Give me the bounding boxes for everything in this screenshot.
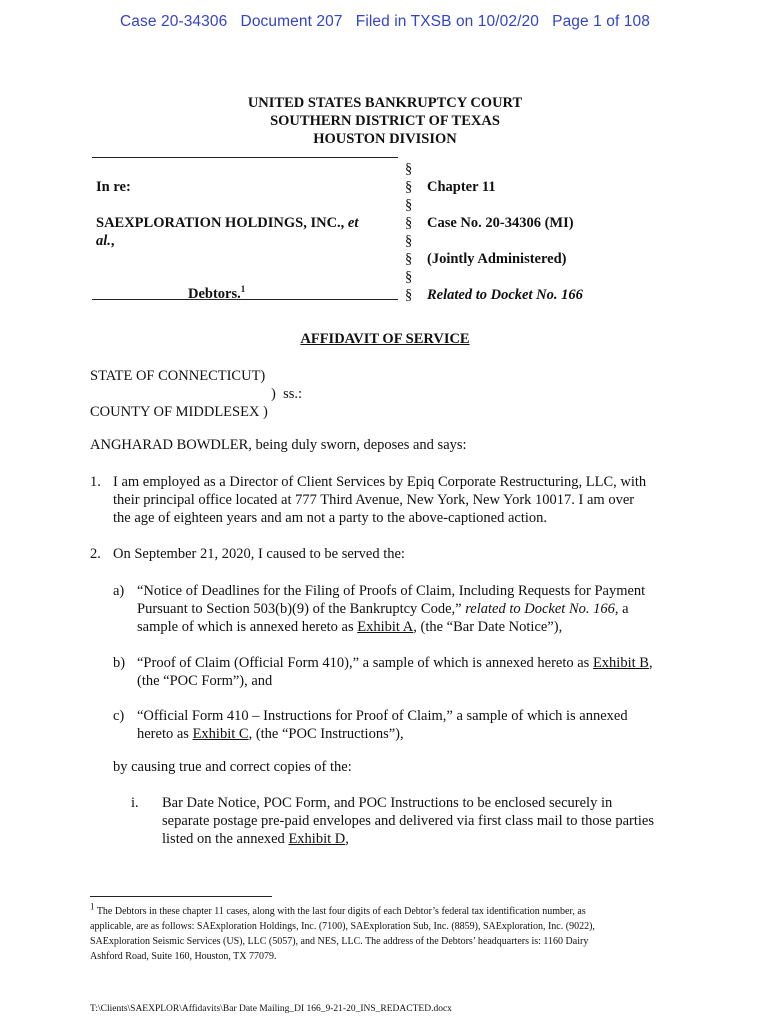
court-name: UNITED STATES BANKRUPTCY COURT	[247, 95, 523, 111]
exhibit-a-link: Exhibit A	[357, 619, 414, 635]
item-i-line: separate postage pre-paid envelopes and delivered via first class mail to those parties	[162, 813, 655, 829]
exhibit-b-link: Exhibit B	[592, 655, 649, 671]
affiant-intro: ANGHARAD BOWDLER, being duly sworn, deposes and says:	[90, 437, 467, 453]
jointly-administered: (Jointly Administered)	[427, 251, 567, 267]
item-c-line: hereto as Exhibit C, (the “POC Instructions”),	[137, 726, 404, 742]
footnote-rule	[90, 896, 272, 897]
in-re-label: In re:	[96, 179, 131, 195]
venue-ss: ) ss.:	[271, 386, 303, 402]
debtor-name-cont: al.,	[96, 233, 115, 249]
venue-state: STATE OF CONNECTICUT)	[90, 368, 266, 384]
item-b-label: b)	[113, 655, 126, 671]
venue-county: COUNTY OF MIDDLESEX )	[90, 404, 268, 420]
footnote-line: Ashford Road, Suite 160, Houston, TX 77079.	[90, 951, 277, 962]
filing-stamp: Case 20-34306 Document 207 Filed in TXSB on 10/02/20 Page 1 of 108	[120, 13, 650, 30]
related-docket: Related to Docket No. 166	[427, 287, 583, 303]
item-a-label: a)	[113, 583, 125, 599]
debtor-name: SAEXPLORATION HOLDINGS, INC., et	[96, 215, 359, 231]
section-symbol: §	[405, 233, 413, 249]
para-2-text: On September 21, 2020, I caused to be served the:	[113, 546, 405, 562]
footnote-line: SAExploration Seismic Services (US), LLC (5057), and NES, LLC. The address of the Debtors’ headquarters is: 1160 Dairy	[90, 936, 589, 947]
section-symbol: §	[405, 179, 413, 195]
para-1-line: I am employed as a Director of Client Services by Epiq Corporate Restructuring, LLC, with	[113, 474, 647, 490]
causing-text: by causing true and correct copies of the:	[113, 759, 352, 775]
caption-top-rule	[92, 157, 398, 158]
para-2-number: 2.	[90, 546, 101, 562]
footnote-mark: 1	[90, 901, 95, 912]
para-1-line: their principal office located at 777 Third Avenue, New York, New York 10017. I am over	[113, 492, 635, 508]
item-a-line: Pursuant to Section 503(b)(9) of the Bankruptcy Code,” related to Docket No. 166, a	[137, 601, 629, 617]
item-a-line: sample of which is annexed hereto as Exhibit A, (the “Bar Date Notice”),	[137, 619, 563, 635]
footnote-line: applicable, are as follows: SAExploration Holdings, Inc. (7100), SAExploration Sub, Inc. (8859), SAExploration, Inc. (9022),	[90, 921, 595, 932]
debtors-label: Debtors.$^1$	[188, 284, 246, 302]
para-1-line: the age of eighteen years and am not a party to the above-captioned action.	[113, 510, 548, 526]
court-division: HOUSTON DIVISION	[313, 131, 457, 147]
item-i-line: Bar Date Notice, POC Form, and POC Instructions to be enclosed securely in	[162, 795, 613, 811]
section-symbol: §	[405, 161, 413, 177]
section-symbol: §	[405, 287, 413, 303]
item-a-line: “Notice of Deadlines for the Filing of Proofs of Claim, Including Requests for Payment	[137, 583, 646, 599]
para-1-number: 1.	[90, 474, 101, 490]
case-number: Case No. 20-34306 (MI)	[427, 215, 574, 231]
item-b-line: “Proof of Claim (Official Form 410),” a sample of which is annexed hereto as Exhibit B,	[137, 655, 653, 671]
item-b-line: (the “POC Form”), and	[137, 673, 273, 689]
item-c-line: “Official Form 410 – Instructions for Proof of Claim,” a sample of which is annexed	[137, 708, 628, 724]
item-i-line: listed on the annexed Exhibit D,	[162, 831, 349, 847]
document-title: AFFIDAVIT OF SERVICE	[300, 331, 470, 347]
section-symbol: §	[405, 197, 413, 213]
exhibit-d-link: Exhibit D	[288, 831, 346, 847]
court-district: SOUTHERN DISTRICT OF TEXAS	[270, 113, 500, 129]
footnote-line: $^1$ The Debtors in these chapter 11 cases, along with the last four digits of each Debtor’s federal tax identification number, as	[90, 901, 586, 917]
item-i-label: i.	[131, 795, 139, 811]
chapter-label: Chapter 11	[427, 179, 496, 195]
item-c-label: c)	[113, 708, 125, 724]
section-symbol: §	[405, 251, 413, 267]
footer-file-path: T:\Clients\SAEXPLOR\Affidavits\Bar Date Mailing_DI 166_9-21-20_INS_REDACTED.docx	[90, 1004, 452, 1014]
section-symbol: §	[405, 269, 413, 285]
section-symbol: §	[405, 215, 413, 231]
footnote-ref: 1	[240, 284, 246, 295]
exhibit-c-link: Exhibit C	[192, 726, 249, 742]
